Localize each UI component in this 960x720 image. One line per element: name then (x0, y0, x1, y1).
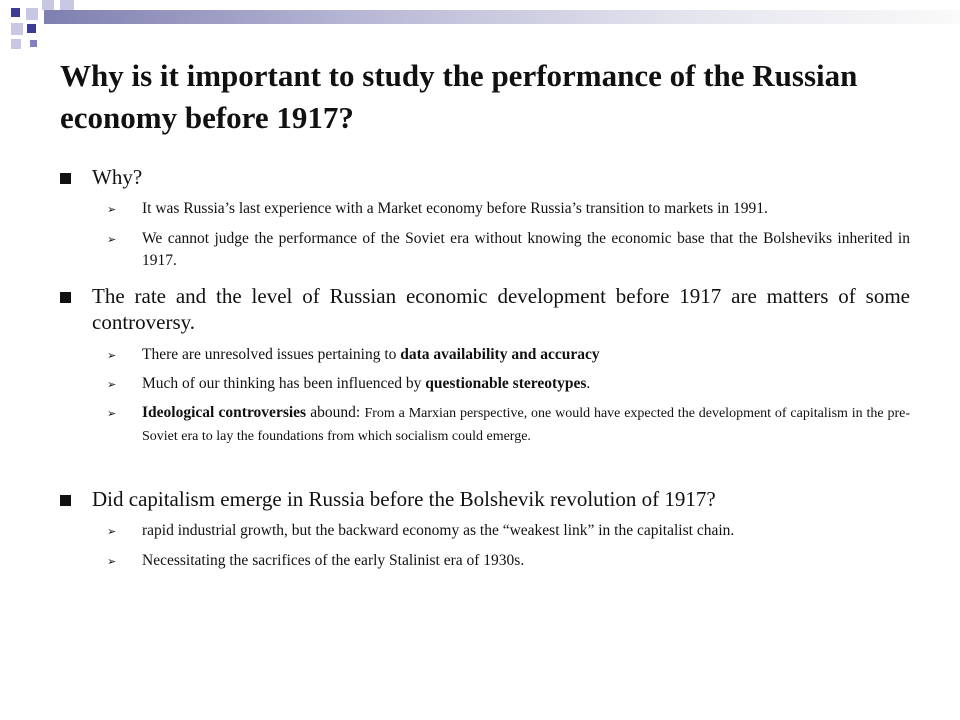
bullet-capitalism (60, 486, 910, 512)
bullet-controversy (60, 283, 910, 335)
sub-bullet-text: abound: (306, 404, 365, 421)
sub-bullet (60, 402, 910, 448)
bullet-text: The rate and the level of Russian economic development before 1917 are matters of some controversy. (92, 284, 910, 334)
sub-bullet-text: It was Russia’s last experience with a Market economy before Russia’s transition to markets in 1991. (142, 200, 768, 217)
sub-bullet (60, 198, 910, 220)
arrow-bullet-icon: ➢ (107, 203, 117, 216)
decor-square (60, 0, 74, 10)
decor-square (30, 40, 37, 47)
arrow-bullet-icon: ➢ (107, 555, 117, 568)
decor-square (42, 0, 54, 10)
square-bullet-icon (60, 495, 71, 506)
emphasis-text: Ideological controversies (142, 404, 307, 421)
bullet-why (60, 164, 910, 190)
sub-bullet-text: . (586, 375, 591, 392)
header-decoration (0, 0, 960, 60)
square-bullet-icon (60, 292, 71, 303)
sub-bullet (60, 373, 910, 395)
decor-square (27, 24, 36, 33)
sub-bullet-text: We cannot judge the performance of the Soviet era without knowing the economic base that the Bolsheviks inherited in 1917. (142, 230, 910, 269)
sub-bullet-text: Necessitating the sacrifices of the early Stalinist era of 1930s. (142, 552, 525, 569)
sub-bullet (60, 550, 910, 572)
slide-title: Why is it important to study the performance of the Russian economy before 1917? (60, 58, 858, 135)
arrow-bullet-icon: ➢ (107, 378, 117, 391)
emphasis-text: questionable stereotypes (425, 375, 587, 392)
arrow-bullet-icon: ➢ (107, 525, 117, 538)
decor-square (11, 8, 20, 17)
arrow-bullet-icon: ➢ (107, 407, 117, 420)
arrow-bullet-icon: ➢ (107, 349, 117, 362)
sub-bullet (60, 228, 910, 272)
bullet-text: Did capitalism emerge in Russia before the Bolshevik revolution of 1917? (92, 487, 716, 511)
sub-bullet (60, 344, 910, 366)
sub-bullet (60, 520, 910, 542)
slide-body (60, 160, 910, 572)
square-bullet-icon (60, 173, 71, 184)
bullet-text: Why? (92, 165, 143, 189)
arrow-bullet-icon: ➢ (107, 233, 117, 246)
decor-gradient-band (44, 10, 960, 24)
decor-square (26, 8, 38, 20)
sub-bullet-text: rapid industrial growth, but the backward economy as the “weakest link” in the capitalist chain. (142, 522, 735, 539)
sub-bullet-text: Much of our thinking has been influenced by (142, 375, 426, 392)
sub-bullet-detail: From a Marxian perspective, one would have expected the development of capitalism in the pre-Soviet era to lay the foundations from which socialism could emerge. (142, 406, 910, 444)
decor-square (11, 23, 23, 35)
emphasis-text: data availability and accuracy (400, 346, 600, 363)
decor-square (11, 39, 21, 49)
sub-bullet-text: There are unresolved issues pertaining to (142, 346, 401, 363)
